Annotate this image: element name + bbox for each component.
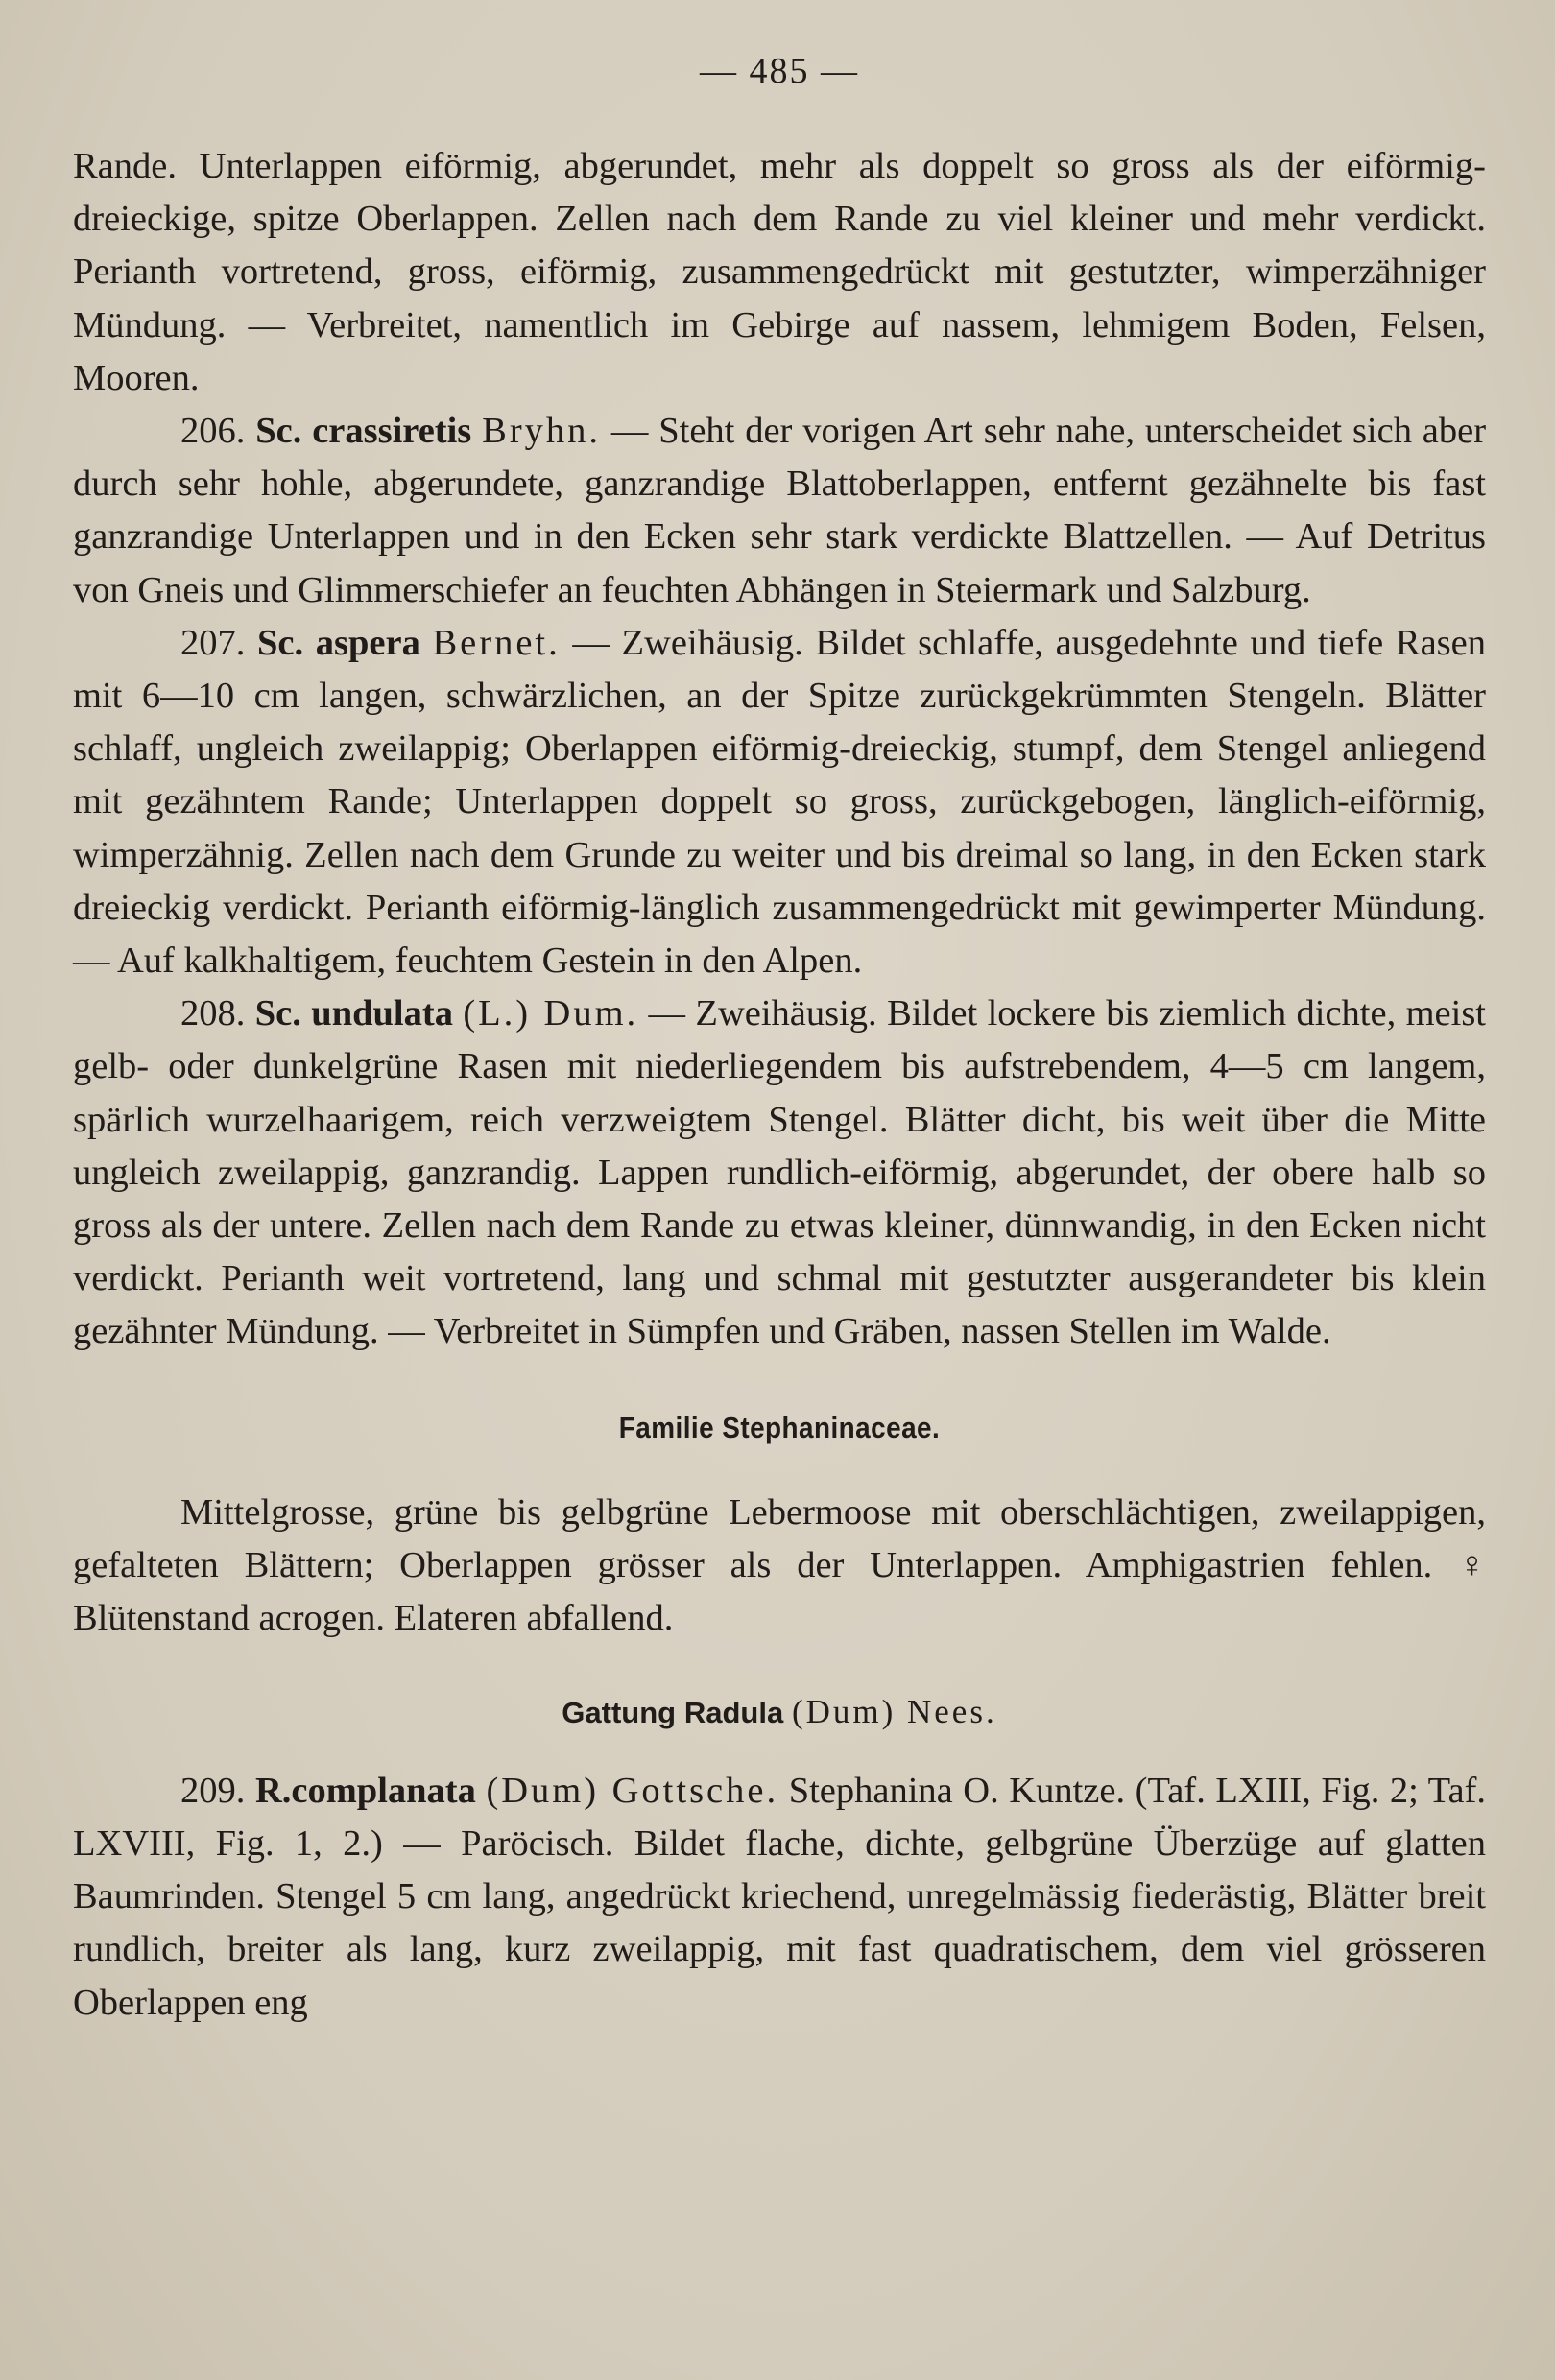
entry-number: 209.: [180, 1770, 246, 1811]
entry-number: 208.: [180, 993, 246, 1035]
family-heading: Familie Stephaninaceae.: [618, 1410, 941, 1444]
genus-abbrev: Sc.: [257, 622, 304, 663]
genus-abbrev: Sc.: [255, 411, 302, 452]
genus-heading-author: (Dum) Nees.: [791, 1693, 997, 1731]
species-author: Bryhn.: [482, 411, 602, 452]
entry-description: Stephanina O. Kuntze. (Taf. LXIII, Fig. 2; Taf. LXVIII, Fig. 1, 2.) — Paröcisch. Bildet flache, dichte, gelbgrüne Überzüge auf glatten Baumrinden. Stengel 5 cm lang, angedrückt kriechend, unregelmässig fiederästig, Blätter breit rundlich, breiter als lang, kurz zweilappig, mit fast quadratischem, dem viel grösseren Oberlappen eng: [73, 1770, 1487, 2023]
species-author: (Dum) Gottsche.: [486, 1770, 779, 1811]
species-entry-206: [73, 405, 1486, 617]
genus-heading-name: Radula: [683, 1696, 784, 1730]
entry-number: 206.: [180, 411, 246, 452]
entry-description: — Zweihäusig. Bildet schlaffe, ausgedehnte und tiefe Rasen mit 6—10 cm langen, schwärzlichen, an der Spitze zurückgekrümmten Stengeln. Blätter schlaff, ungleich zweilappig; Oberlappen eiförmig-dreieckig, stumpf, dem Stengel anliegend mit gezähntem Rande; Unterlappen doppelt so gross, zurückgebogen, länglich-eiförmig, wimperzähnig. Zellen nach dem Grunde zu weiter und bis dreimal so lang, in den Ecken stark dreieckig verdickt. Perianth eiförmig-länglich zusammengedrückt mit gewimperter Mündung. — Auf kalkhaltigem, feuchtem Gestein in den Alpen.: [73, 622, 1486, 982]
species-author: (L.) Dum.: [463, 993, 639, 1035]
species-entry-207: [73, 617, 1486, 988]
genus-heading: [73, 1685, 1486, 1739]
species-name: undulata: [311, 993, 453, 1035]
entry-number: 207.: [180, 622, 246, 663]
species-name: crassiretis: [312, 411, 472, 452]
entry-description: — Zweihäusig. Bildet lockere bis ziemlich dichte, meist gelb- oder dunkelgrüne Rasen mit niederliegendem bis aufstrebendem, 4—5 cm langem, spärlich wurzelhaarigem, reich verzweigtem Stengel. Blätter dicht, bis weit über die Mitte ungleich zweilappig, ganzrandig. Lappen rundlich-eiförmig, abgerundet, der obere halb so gross als der untere. Zellen nach dem Rande zu etwas kleiner, dünnwandig, in den Ecken nicht verdickt. Perianth weit vortretend, lang und schmal mit gestutzter ausgerandeter bis klein gezähnter Mündung. — Verbreitet in Sümpfen und Gräben, nassen Stellen im Walde.: [73, 993, 1486, 1352]
genus-heading-label: Gattung: [562, 1696, 677, 1730]
page-body: [73, 140, 1486, 2030]
species-author: Bernet.: [432, 622, 561, 663]
family-description: Mittelgrosse, grüne bis gelbgrüne Lebermoose mit oberschlächtigen, zweilappigen, gefalteten Blättern; Oberlappen grösser als der Unterlappen. Amphigastrien fehlen. ♀ Blütenstand acrogen. Elateren abfallend.: [73, 1491, 1486, 1639]
species-entry-208: [73, 988, 1486, 1358]
genus-abbrev: Sc.: [254, 993, 301, 1035]
entry-description: — Steht der vorigen Art sehr nahe, unterscheidet sich aber durch sehr hohle, abgerundete, ganzrandige Blattoberlappen, entfernt gezähnelte bis fast ganzrandige Unterlappen und in den Ecken sehr stark verdickte Blattzellen. — Auf Detritus von Gneis und Glimmerschiefer an feuchten Abhängen in Steiermark und Salzburg.: [73, 411, 1487, 610]
species-name: complanata: [291, 1770, 476, 1811]
genus-abbrev: R.: [254, 1770, 292, 1811]
species-entry-209: [73, 1765, 1486, 2030]
species-name: aspera: [315, 622, 420, 663]
continued-paragraph: Rande. Unterlappen eiförmig, abgerundet, mehr als doppelt so gross als der eiförmig-dreieckige, spitze Oberlappen. Zellen nach dem Rande zu viel kleiner und mehr verdickt. Perianth vortretend, gross, eiförmig, zusammengedrückt mit gestutzter, wimperzähniger Mündung. — Verbreitet, namentlich im Gebirge auf nassem, lehmigem Boden, Felsen, Mooren.: [73, 146, 1486, 398]
page-number: — 485 —: [700, 51, 859, 91]
